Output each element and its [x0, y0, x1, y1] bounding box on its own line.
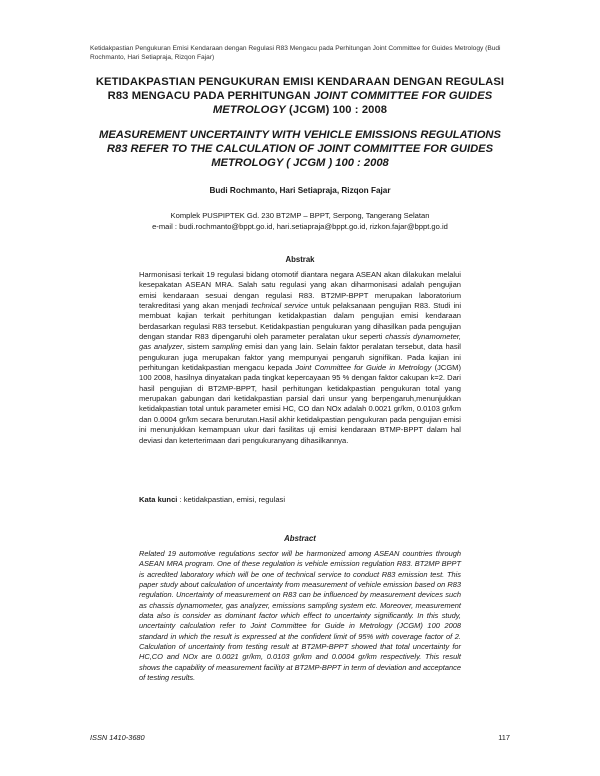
running-head: Ketidakpastian Pengukuran Emisi Kendaraan dengan Regulasi R83 Mengacu pada Perhitungan Joint Committee for Guides Metrology (Budi Rochmanto, Hari Setiapraja, Rizqon Fajar) [90, 45, 501, 61]
issn: ISSN 1410-3680 [90, 733, 145, 742]
abstrak-italic-3: sampling [211, 342, 243, 352]
abstrak-text-4: emisi dan yang lain. Selain faktor peralatan tersebut, data hasil pengukuran juga merupakan faktor yang mempunyai pengaruh signifikan. Pada kajian ini perhitungan ketidakpastian mengacu kepada [139, 342, 461, 373]
abstract-heading: Abstract [284, 534, 316, 543]
abstrak-italic-4: Joint Committee for Guide in Metrology [295, 363, 432, 373]
title-part-2: JOINT COMMITTEE FOR GUIDES METROLOGY [212, 90, 493, 116]
abstrak-italic-2: chassis dynamometer, gas analyzer [139, 332, 461, 352]
title-part-3: (JCGM) 100 : 2008 [285, 104, 388, 116]
abstract-body: Related 19 automotive regulations sector will be harmonized among ASEAN countries through ASEAN MRA program. One of these regulation is vehicle emission regulation R83. BT2MP BPPT is acredited laboratory which will be one of technical service to conduct R83 emission test. This paper study about calculation of uncertainty from measurement of vehicle emission based on R83 regulation. Uncertainty of measurement on R83 can be influenced by measurement devices such as chassis dynamometer, gas analyzer, emissions sampling system etc. Moreover, measurement data also is consider as dominant factor which effect to uncertainty significantly. In this study, uncertainty calculation refer to Joint Committee for Guide in Metrology (JCGM) 100 2008 standard in which the result is expressed at the confident limit of 95% with coverage factor of 2. Calculation of uncertainty from testing result at BT2MP-BPPT showed that total uncertainty for HC,CO and NOx are 0.0021 gr/km, 0.0103 gr/km and 0.0004 gr/km respectively. This result shows the capability of measurement facility at BT2MP-BPPT in term of deviation and acceptance of testing results. [139, 549, 461, 683]
abstrak-text-5: (JCGM) 100 2008, hasilnya dinyatakan pada tingkat kepercayaan 95 % dengan faktor cakupan k=2. Dari hasil pengujian di BT2MP-BPPT, hasil perhitungan ketidakpastian pengukuran total yang merupakan gabungan dari ketidakpastian parsial dari unsur yang berpengaruh,menunjukkan ketidakpastian total untuk parameter emisi HC, CO dan NOx adalah 0.0021 gr/km, 0.0103 gr/km dan 0.0004 gr/km secara berurutan.Hasil akhir ketidakpastian pengukuran pada pengujian emisi ini menunjukkan kemampuan ukur dari fasilitas uji emisi kendaraan BTMP-BPPT dalam hal deviasi dan keterterimaan dari pengukuranyang dihasilkannya. [139, 363, 461, 445]
affiliation: Komplek PUSPIPTEK Gd. 230 BT2MP – BPPT, Serpong, Tangerang Selatan [170, 211, 430, 220]
email-line: e-mail : budi.rochmanto@bppt.go.id, hari.setiapraja@bppt.go.id, rizkon.fajar@bppt.go.id [152, 222, 448, 231]
title-part-1: KETIDAKPASTIAN PENGUKURAN EMISI KENDARAAN DENGAN REGULASI R83 MENGACU PADA PERHITUNGAN [95, 76, 505, 102]
title-indonesian [90, 75, 510, 117]
authors: Budi Rochmanto, Hari Setiapraja, Rizqon Fajar [209, 186, 391, 195]
keywords-label: Kata kunci [139, 495, 178, 504]
abstrak-text-1: Harmonisasi terkait 19 regulasi bidang otomotif diantara negara ASEAN akan dilakukan melalui kesepakatan ASEAN MRA. Salah satu regulasi yang akan diharmonisasi adalah pengujian emisi kendaraan sesuai dengan regulasi R83. BT2MP-BPPT merupakan laboratorium terakreditasi yang akan menjadi [139, 270, 461, 311]
abstrak-text-3: , sistem [182, 342, 212, 352]
abstrak-text-2: untuk pelaksanaan pengujian R83. Studi ini membuat kajian terkait perhitungan ketidakpastian dalam pengujian emisi kendaraan berdasarkan regulasi R83 tersebut. Ketidakpastian pengukuran yang dihasilkan pada pengujian dengan standar R83 dipengaruhi oleh parameter peralatan ukur seperti [139, 301, 461, 342]
abstrak-heading: Abstrak [285, 255, 315, 264]
abstrak-body [139, 270, 461, 446]
page-number: 117 [498, 733, 510, 742]
abstrak-italic-1: technical service [251, 301, 309, 311]
title-english: MEASUREMENT UNCERTAINTY WITH VEHICLE EMISSIONS REGULATIONS R83 REFER TO THE CALCULATION OF JOINT COMMITTEE FOR GUIDES METROLOGY ( JCGM ) 100 : 2008 [99, 129, 501, 169]
keywords [139, 495, 469, 504]
keywords-value: : ketidakpastian, emisi, regulasi [177, 495, 286, 504]
affiliation-block [90, 210, 510, 232]
